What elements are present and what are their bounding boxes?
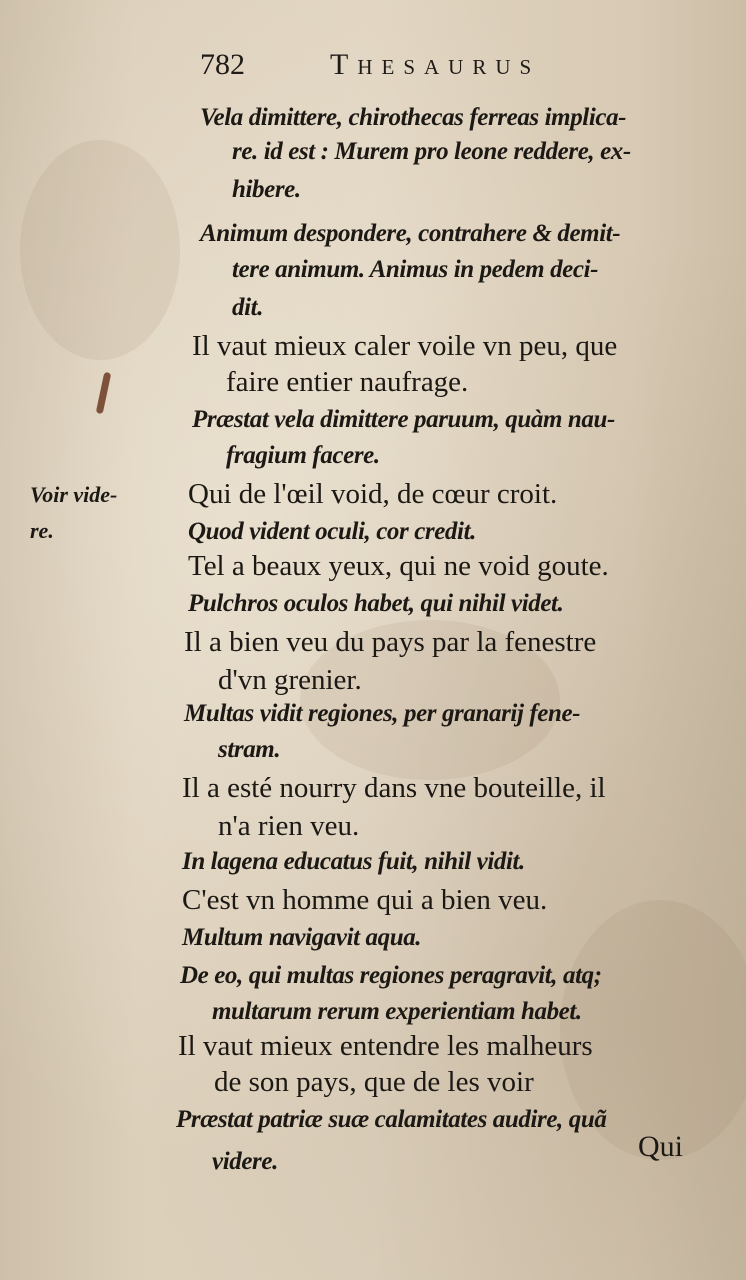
text-line: De eo, qui multas regiones peragravit, atq; <box>180 962 602 989</box>
text-line: Multas vidit regiones, per granarij fene- <box>184 700 581 727</box>
page-number: 782 <box>200 48 245 81</box>
text-line: Il a bien veu du pays par la fenestre <box>184 626 597 658</box>
margin-note-line-2: re. <box>30 518 54 543</box>
text-line: multarum rerum experientiam habet. <box>212 998 582 1025</box>
text-line: Il vaut mieux entendre les malheurs <box>178 1030 593 1062</box>
text-line: Præstat patriæ suæ calamitates audire, quã <box>176 1106 607 1133</box>
text-line: Præstat vela dimittere paruum, quàm nau- <box>192 406 615 433</box>
text-line: Vela dimittere, chirothecas ferreas implica- <box>200 104 627 131</box>
text-line: Quod vident oculi, cor credit. <box>188 518 476 545</box>
text-line: de son pays, que de les voir <box>214 1066 534 1098</box>
text-line: dit. <box>232 294 264 321</box>
text-line: re. id est : Murem pro leone reddere, ex- <box>232 138 631 165</box>
text-line: stram. <box>218 736 281 763</box>
running-head: Thesaurus <box>330 48 541 81</box>
text-line: Il a esté nourry dans vne bouteille, il <box>182 772 606 804</box>
paper-stain <box>20 140 180 360</box>
text-line: faire entier naufrage. <box>226 366 469 398</box>
text-line: Tel a beaux yeux, qui ne void goute. <box>188 550 609 582</box>
text-line: Multum navigavit aqua. <box>182 924 422 951</box>
text-line: Pulchros oculos habet, qui nihil videt. <box>188 590 564 617</box>
text-line: C'est vn homme qui a bien veu. <box>182 884 548 916</box>
text-line: n'a rien veu. <box>218 810 360 842</box>
text-line: d'vn grenier. <box>218 664 362 696</box>
text-line: In lagena educatus fuit, nihil vidit. <box>182 848 525 875</box>
text-line: Il vaut mieux caler voile vn peu, que <box>192 330 618 362</box>
text-line: Qui de l'œil void, de cœur croit. <box>188 478 558 510</box>
text-line: hibere. <box>232 176 301 203</box>
text-line: videre. <box>212 1148 278 1175</box>
page-header <box>200 48 640 88</box>
text-line: tere animum. Animus in pedem deci- <box>232 256 599 283</box>
ink-mark <box>96 372 112 415</box>
catchword: Qui <box>638 1130 683 1163</box>
margin-note-line-1: Voir vide- <box>30 482 118 507</box>
text-line: Animum despondere, contrahere & demit- <box>200 220 621 247</box>
text-line: fragium facere. <box>226 442 380 469</box>
